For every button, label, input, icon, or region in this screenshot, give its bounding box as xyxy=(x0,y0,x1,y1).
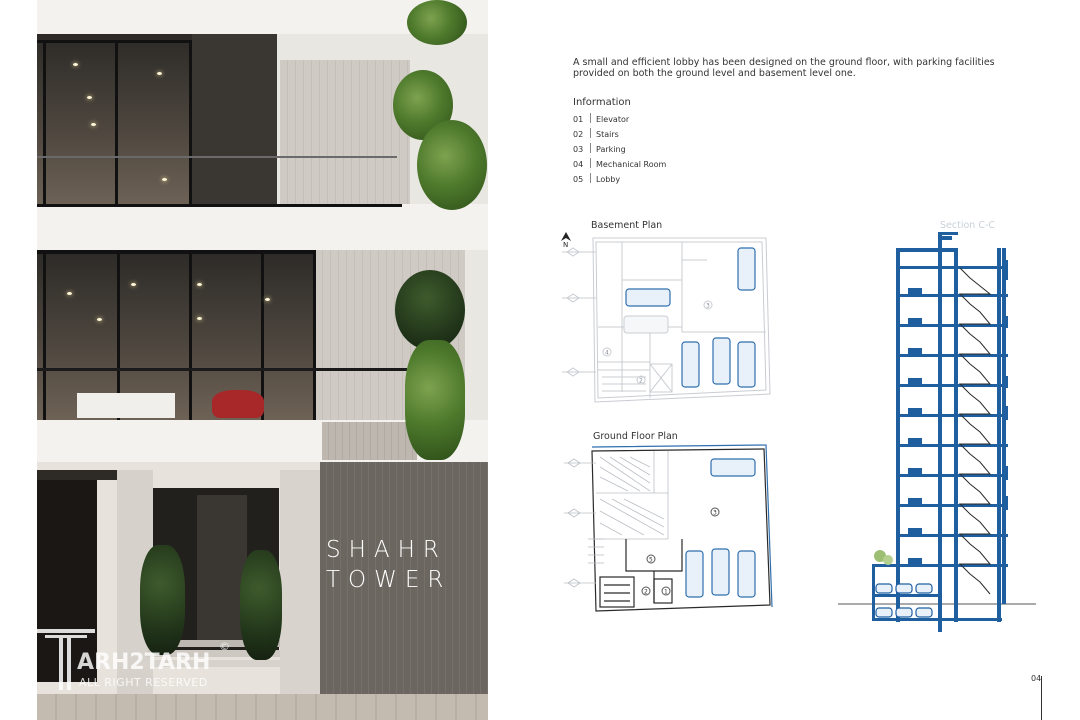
ground-marker-3: 3 xyxy=(713,509,717,517)
watermark-copyright: © xyxy=(219,640,230,653)
tower-name xyxy=(326,535,466,595)
upper-interior xyxy=(192,34,277,206)
section-title: Section C-C xyxy=(940,220,996,231)
info-item xyxy=(573,128,619,140)
info-item-number: 05 xyxy=(573,175,584,184)
tower-name-line2: TOWER xyxy=(326,567,452,593)
information-title: Information xyxy=(573,97,631,108)
upper-wall-panel xyxy=(280,60,410,206)
sofa xyxy=(77,393,175,418)
plant-upper-balcony xyxy=(417,120,487,210)
tower-name-line1: SHAHR xyxy=(326,537,447,563)
info-item xyxy=(573,113,629,125)
project-description: A small and efficient lobby has been designed on the ground floor, with parking facilities provided on both the ground level and basement level one. xyxy=(573,57,995,79)
basement-marker-2: 2 xyxy=(639,377,643,385)
watermark-rights: ALL RIGHT RESERVED xyxy=(79,676,208,689)
info-item-label: Elevator xyxy=(596,115,630,124)
plant-hanging xyxy=(405,340,465,460)
watermark-brand: ARH2TARH xyxy=(77,650,211,675)
north-label: N xyxy=(563,241,569,249)
info-item-label: Lobby xyxy=(596,175,621,184)
ground-marker-2: 2 xyxy=(644,588,648,596)
info-item xyxy=(573,143,626,155)
info-item-number: 03 xyxy=(573,145,584,154)
basement-plan-title: Basement Plan xyxy=(591,220,663,231)
pavement xyxy=(37,694,488,720)
red-chair xyxy=(212,390,264,418)
watermark xyxy=(37,622,267,692)
ground-marker-1: 1 xyxy=(664,588,668,596)
info-item-label: Parking xyxy=(596,145,626,154)
basement-plan-drawing xyxy=(562,232,774,408)
plant-top xyxy=(407,0,467,45)
info-item-number: 02 xyxy=(573,130,584,139)
ground-floor-plan-drawing xyxy=(564,443,776,615)
info-item-label: Stairs xyxy=(596,130,619,139)
ground-floor-plan-title: Ground Floor Plan xyxy=(593,431,678,442)
info-item-number: 01 xyxy=(573,115,584,124)
mid-slab xyxy=(37,204,488,250)
ground-marker-5: 5 xyxy=(649,556,653,564)
basement-marker-3: 3 xyxy=(706,302,710,310)
info-item-label: Mechanical Room xyxy=(596,160,667,169)
page-number: 04 xyxy=(1031,674,1042,683)
page-number-rule xyxy=(1041,676,1042,720)
basement-marker-4: 4 xyxy=(605,349,609,357)
info-item xyxy=(573,173,620,185)
section-drawing xyxy=(836,230,1040,635)
info-item-number: 04 xyxy=(573,160,584,169)
info-item xyxy=(573,158,666,170)
building-render-photo xyxy=(37,0,488,720)
